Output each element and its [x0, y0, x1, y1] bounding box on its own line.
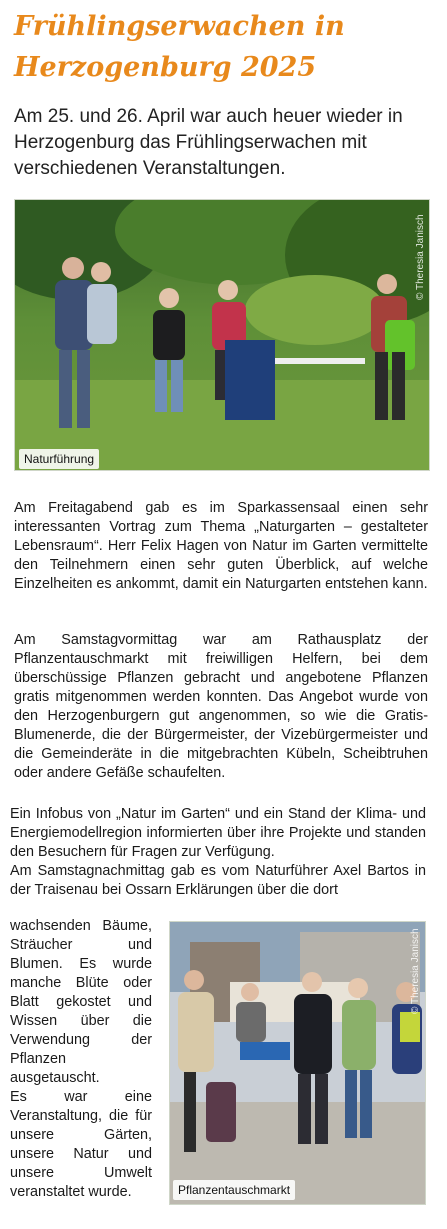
photo-pflanzentauschmarkt	[169, 921, 426, 1205]
title-line-2: Herzogenburg 2025	[14, 52, 317, 83]
paragraph-baeume: wachsenden Bäume, Sträucher und Blumen. Es wurde manche Blüte oder Blatt gekostet und Wissen über die Verwendung der Pflanzen ausgetauscht.	[10, 918, 152, 1086]
paragraph-pflanzentauschmarkt: Am Samstagvormittag war am Rathausplatz der Pflanzentauschmarkt mit freiwilligen Helfern, bei dem überschüssige Pflanzen gebracht und angebotene Pflanzen gratis mitgenommen werden konnten. Das Angebot wurde von den Herzogenburgern gut angenommen, so wie die Gratis-Blumenerde, die der Bürgermeister, der Vizebürgermeister und die Gemeinderäte in die mitgebrachten Kübeln, Scheibtruhen oder andere Gefäße schaufelten.	[14, 632, 428, 781]
title-line-1: Frühlingserwachen in	[14, 11, 345, 42]
photo-pflanzentauschmarkt-image	[170, 922, 425, 1204]
paragraph-vortrag: Am Freitagabend gab es im Sparkassensaal einen sehr interessanten Vortrag zum Thema „Naturgarten – gestalteter Lebensraum“. Herr Felix Hagen von Natur im Garten vermittelte den Teilnehmern einen sehr guten Überblick, auf welche Einzelheiten es ankommt, damit ein Naturgarten entstehen kann.	[14, 500, 428, 592]
paragraph-infobus: Ein Infobus von „Natur im Garten“ und ein Stand der Klima- und Energiemodellregion informierten über ihre Projekte und standen den Besuchern für Fragen zur Verfügung.	[10, 806, 426, 860]
article-lead: Am 25. und 26. April war auch heuer wieder in Herzogenburg das Frühlingserwachen mit verschiedenen Veranstaltungen.	[14, 106, 403, 179]
paragraph-naturfuehrer: Am Samstagnachmittag gab es vom Naturführer Axel Bartos in der Traisenau bei Ossarn Erklärungen über die dort	[10, 863, 426, 898]
photo-naturfuehrung	[14, 199, 430, 471]
paragraph-block-column	[10, 917, 152, 1202]
article-title	[14, 6, 434, 88]
paragraph-pflanzentauschmarkt-wrap	[14, 631, 428, 783]
photo-naturfuehrung-image	[15, 200, 429, 470]
photo-naturfuehrung-credit: © Theresia Janisch	[415, 214, 426, 300]
photo-pflanzentauschmarkt-credit: © Theresia Janisch	[410, 928, 421, 1014]
paragraph-veranstaltung: Es war eine Veranstaltung, die für unsere Gärten, unsere Natur und unsere Umwelt veranstaltet wurde.	[10, 1089, 152, 1200]
photo-pflanzentauschmarkt-caption: Pflanzentauschmarkt	[173, 1180, 295, 1200]
paragraph-block-infobus	[10, 805, 426, 900]
photo-naturfuehrung-caption: Naturführung	[19, 449, 99, 469]
